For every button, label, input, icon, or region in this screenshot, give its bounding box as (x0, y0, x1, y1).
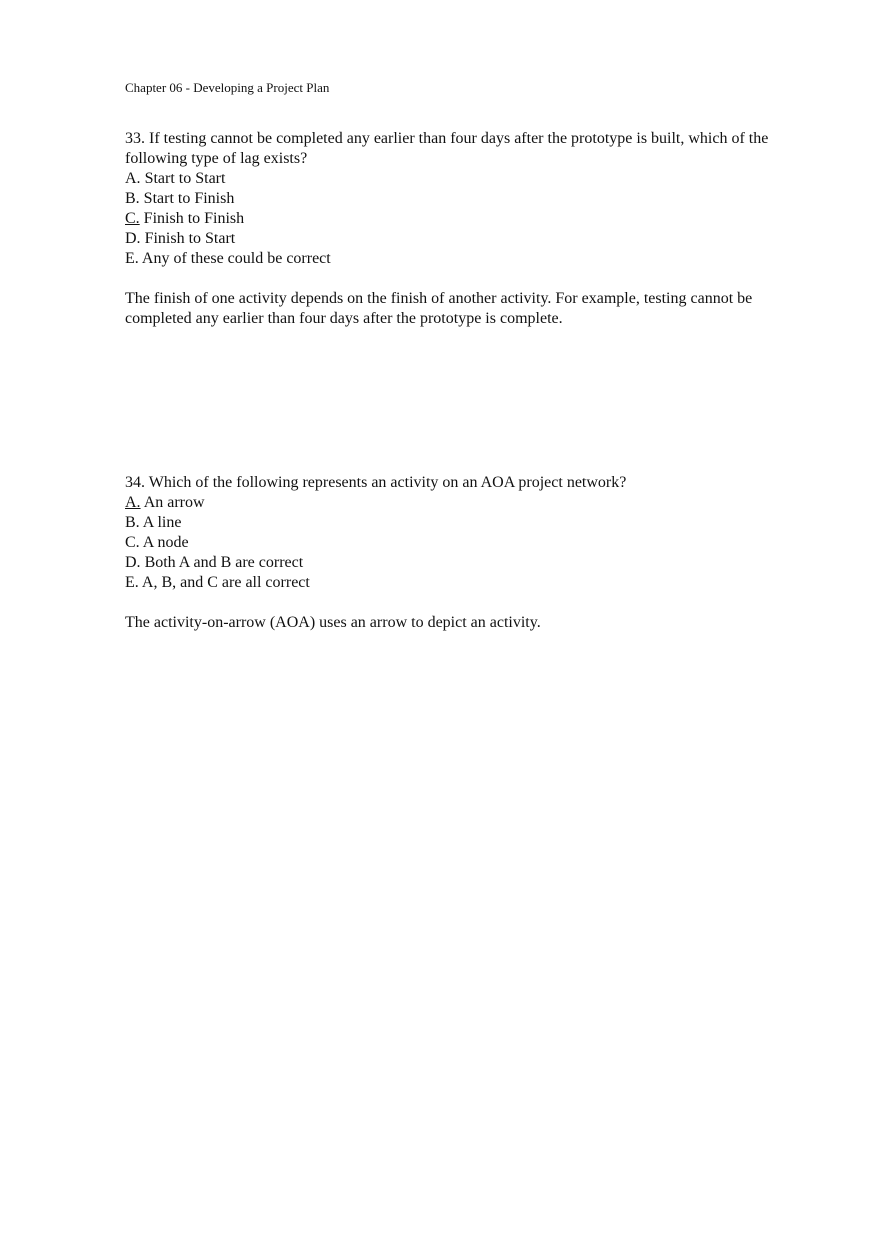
answer-option-c (125, 533, 795, 553)
question-stem: 33. If testing cannot be completed any earlier than four days after the prototype is built, which of the following type of lag exists? (125, 130, 769, 167)
answer-option-c (125, 209, 795, 229)
option-letter-correct: C. (125, 210, 140, 227)
answer-option-e (125, 573, 795, 593)
option-text: Start to Start (144, 170, 226, 187)
option-text: Any of these could be correct (141, 250, 331, 267)
option-letter: B. (125, 514, 140, 531)
option-letter: D. (125, 230, 141, 247)
question-33 (125, 129, 795, 329)
answer-options (125, 169, 795, 269)
answer-option-b (125, 189, 795, 209)
option-letter: A. (125, 170, 141, 187)
option-letter: D. (125, 554, 141, 571)
option-letter-correct: A. (125, 494, 141, 511)
question-34 (125, 473, 795, 633)
option-text: Finish to Start (144, 230, 236, 247)
answer-options (125, 493, 795, 593)
option-text: A node (142, 534, 189, 551)
answer-option-d (125, 229, 795, 249)
option-text: A, B, and C are all correct (141, 574, 310, 591)
option-text: A line (142, 514, 182, 531)
option-text: Both A and B are correct (144, 554, 304, 571)
answer-option-d (125, 553, 795, 573)
answer-explanation: The activity-on-arrow (AOA) uses an arrow to depict an activity. (125, 614, 541, 631)
question-stem: 34. Which of the following represents an activity on an AOA project network? (125, 474, 627, 491)
option-text: An arrow (143, 494, 205, 511)
option-letter: E. (125, 574, 139, 591)
answer-explanation: The finish of one activity depends on the finish of another activity. For example, testing cannot be completed any earlier than four days after the prototype is complete. (125, 290, 753, 327)
option-text: Start to Finish (143, 190, 235, 207)
option-text: Finish to Finish (143, 210, 245, 227)
answer-option-a (125, 169, 795, 189)
page-header: Chapter 06 - Developing a Project Plan (125, 80, 330, 95)
option-letter: B. (125, 190, 140, 207)
option-letter: E. (125, 250, 139, 267)
answer-option-a (125, 493, 795, 513)
answer-option-b (125, 513, 795, 533)
answer-option-e (125, 249, 795, 269)
option-letter: C. (125, 534, 140, 551)
